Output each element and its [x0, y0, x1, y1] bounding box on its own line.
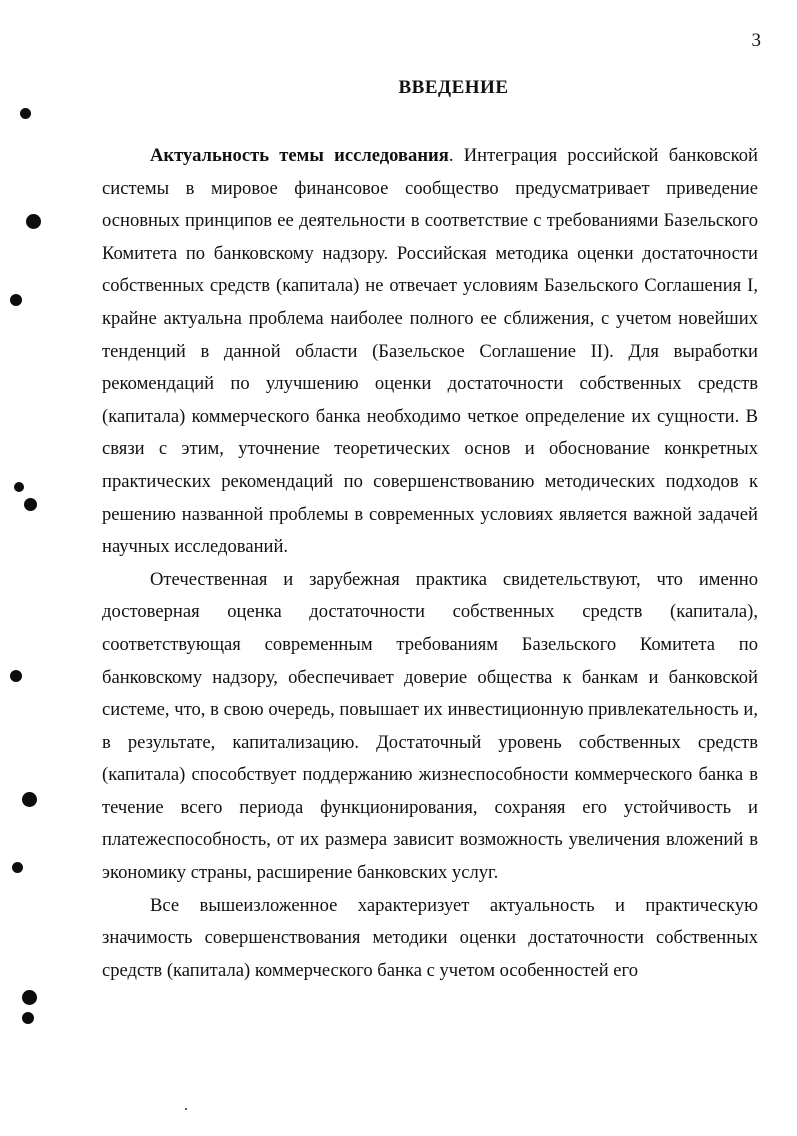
paragraph-practice [102, 564, 758, 890]
practice-text: Отечественная и зарубежная практика свидетельствуют, что именно достоверная оценка достаточности собственных средств (капитала), соответствующая современным требованиям Базельского Комитета по банковскому надзору, обеспечивает доверие общества к банкам и банковской системе, что, в свою очередь, повышает их инвестиционную привлекательность и, в результате, капитализацию. Достаточный уровень собственных средств (капитала) способствует поддержанию жизнеспособности коммерческого банка в течение всего периода функционирования, сохраняя его устойчивость и платежеспособность, от их размера зависит возможность увеличения вложений в экономику страны, расширение банковских услуг. [102, 568, 758, 884]
punch-hole-mark [10, 670, 22, 682]
relevance-lead: Актуальность темы исследования [150, 145, 449, 166]
punch-hole-mark [24, 498, 37, 511]
punch-hole-mark [22, 792, 37, 807]
punch-hole-mark [14, 482, 24, 492]
punch-hole-mark [22, 990, 37, 1005]
punch-hole-mark [12, 862, 23, 873]
paragraph-relevance [102, 140, 758, 564]
punch-hole-mark [20, 108, 31, 119]
significance-text: Все вышеизложенное характеризует актуальность и практическую значимость совершенствования методики оценки достаточности собственных средств (капитала) коммерческого банка с учетом особенностей его [102, 894, 758, 981]
punch-hole-mark [22, 1012, 34, 1024]
relevance-text: . Интеграция российской банковской системы в мировое финансовое сообщество предусматривает приведение основных принципов ее деятельности в соответствие с требованиями Базельского Комитета по банковскому надзору. Российская методика оценки достаточности собственных средств (капитала) не отвечает условиям Базельского Соглашения I, крайне актуальна проблема наиболее полного ее сближения, с учетом новейших тенденций в данной области (Базельское Соглашение II). Для выработки рекомендаций по улучшению оценки достаточности собственных средств (капитала) коммерческого банка необходимо четкое определение их сущности. В связи с этим, уточнение теоретических основ и обоснование конкретных практических рекомендаций по совершенствованию методических подходов к решению названной проблемы в современных условиях является важной задачей научных исследований. [102, 145, 759, 558]
scan-speck [185, 1108, 187, 1110]
punch-hole-mark [26, 214, 41, 229]
punch-hole-mark [10, 294, 22, 306]
page-title: ВВЕДЕНИЕ [398, 77, 509, 98]
paragraph-significance [102, 890, 758, 988]
page-number: 3 [751, 30, 761, 51]
document-body [102, 140, 758, 987]
